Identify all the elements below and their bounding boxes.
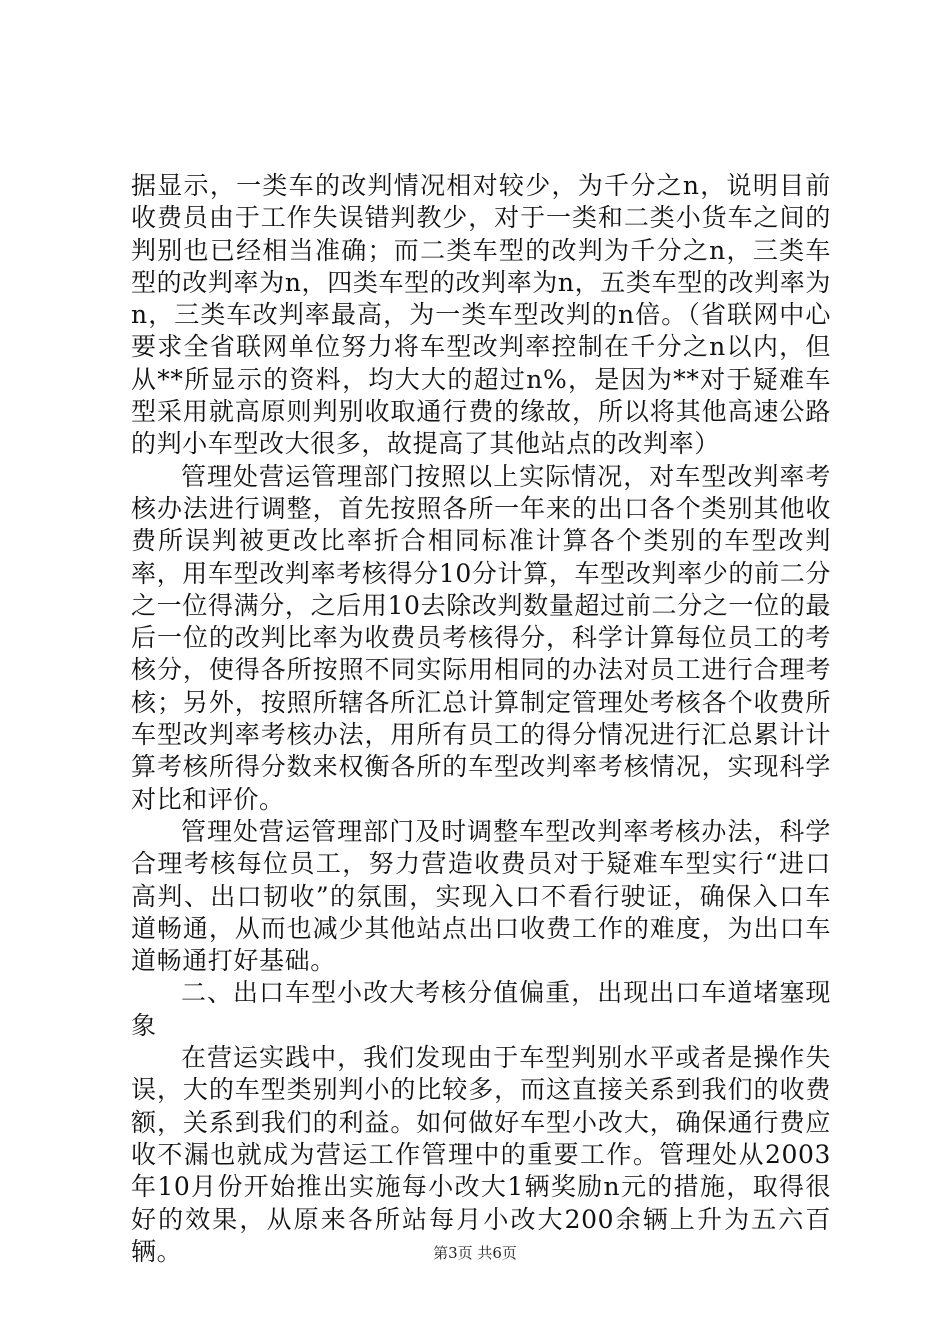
paragraph-assessment-adjustment: 管理处营运管理部门按照以上实际情况，对车型改判率考核办法进行调整，首先按照各所一年来的出口各个类别其他收费所误判被更改比率折合相同标准计算各个类别的车型改判率，用车型改判率考核得分10分计算，车型改判率少的前二分之一位得满分，之后用10去除改判数量超过前二分之一位的最后一位的改判比率为收费员考核得分，科学计算每位员工的考核分，使得各所按照不同实际用相同的办法对员工进行合理考核；另外，按照所辖各所汇总计算制定管理处考核各个收费所车型改判率考核办法，用所有员工的得分情况进行汇总累计计算考核所得分数来权衡各所的车型改判率考核情况，实现科学对比和评价。 [131,461,831,814]
paragraph-continued-data: 据显示，一类车的改判情况相对较少，为千分之n，说明目前收费员由于工作失误错判教少，对于一类和二类小货车之间的判别也已经相当准确；而二类车型的改判为千分之n，三类车型的改判率为n，四类车型的改判率为n，五类车型的改判率为n，三类车改判率最高，为一类车型改判的n倍。（省联网中心要求全省联网单位努力将车型改判率控制在千分之n以内，但从**所显示的资料，均大大的超过n%，是因为**对于疑难车型采用就高原则判别收取通行费的缘故，所以将其他高速公路的判小车型改大很多，故提高了其他站点的改判率） [131,171,831,459]
page-number-footer: 第3页 共6页 [433,1244,517,1262]
document-body [131,170,831,1268]
paragraph-operation-practice: 在营运实践中，我们发现由于车型判别水平或者是操作失误，大的车型类别判小的比较多，而这直接关系到我们的收费额，关系到我们的利益。如何做好车型小改大，确保通行费应收不漏也就成为营运工作管理中的重要工作。管理处从2003年10月份开始推出实施每小改大1辆奖励n元的措施，取得很好的效果，从原来各所站每月小改大200余辆上升为五六百辆。 [131,1043,831,1266]
paragraph-timely-adjustment: 管理处营运管理部门及时调整车型改判率考核办法，科学合理考核每位员工，努力营造收费员对于疑难车型实行“进口高判、出口韧收”的氛围，实现入口不看行驶证，确保入口车道畅通，从而也减少其他站点出口收费工作的难度，为出口车道畅通打好基础。 [131,816,831,976]
section-heading-two: 二、出口车型小改大考核分值偏重，出现出口车道堵塞现象 [131,978,831,1040]
